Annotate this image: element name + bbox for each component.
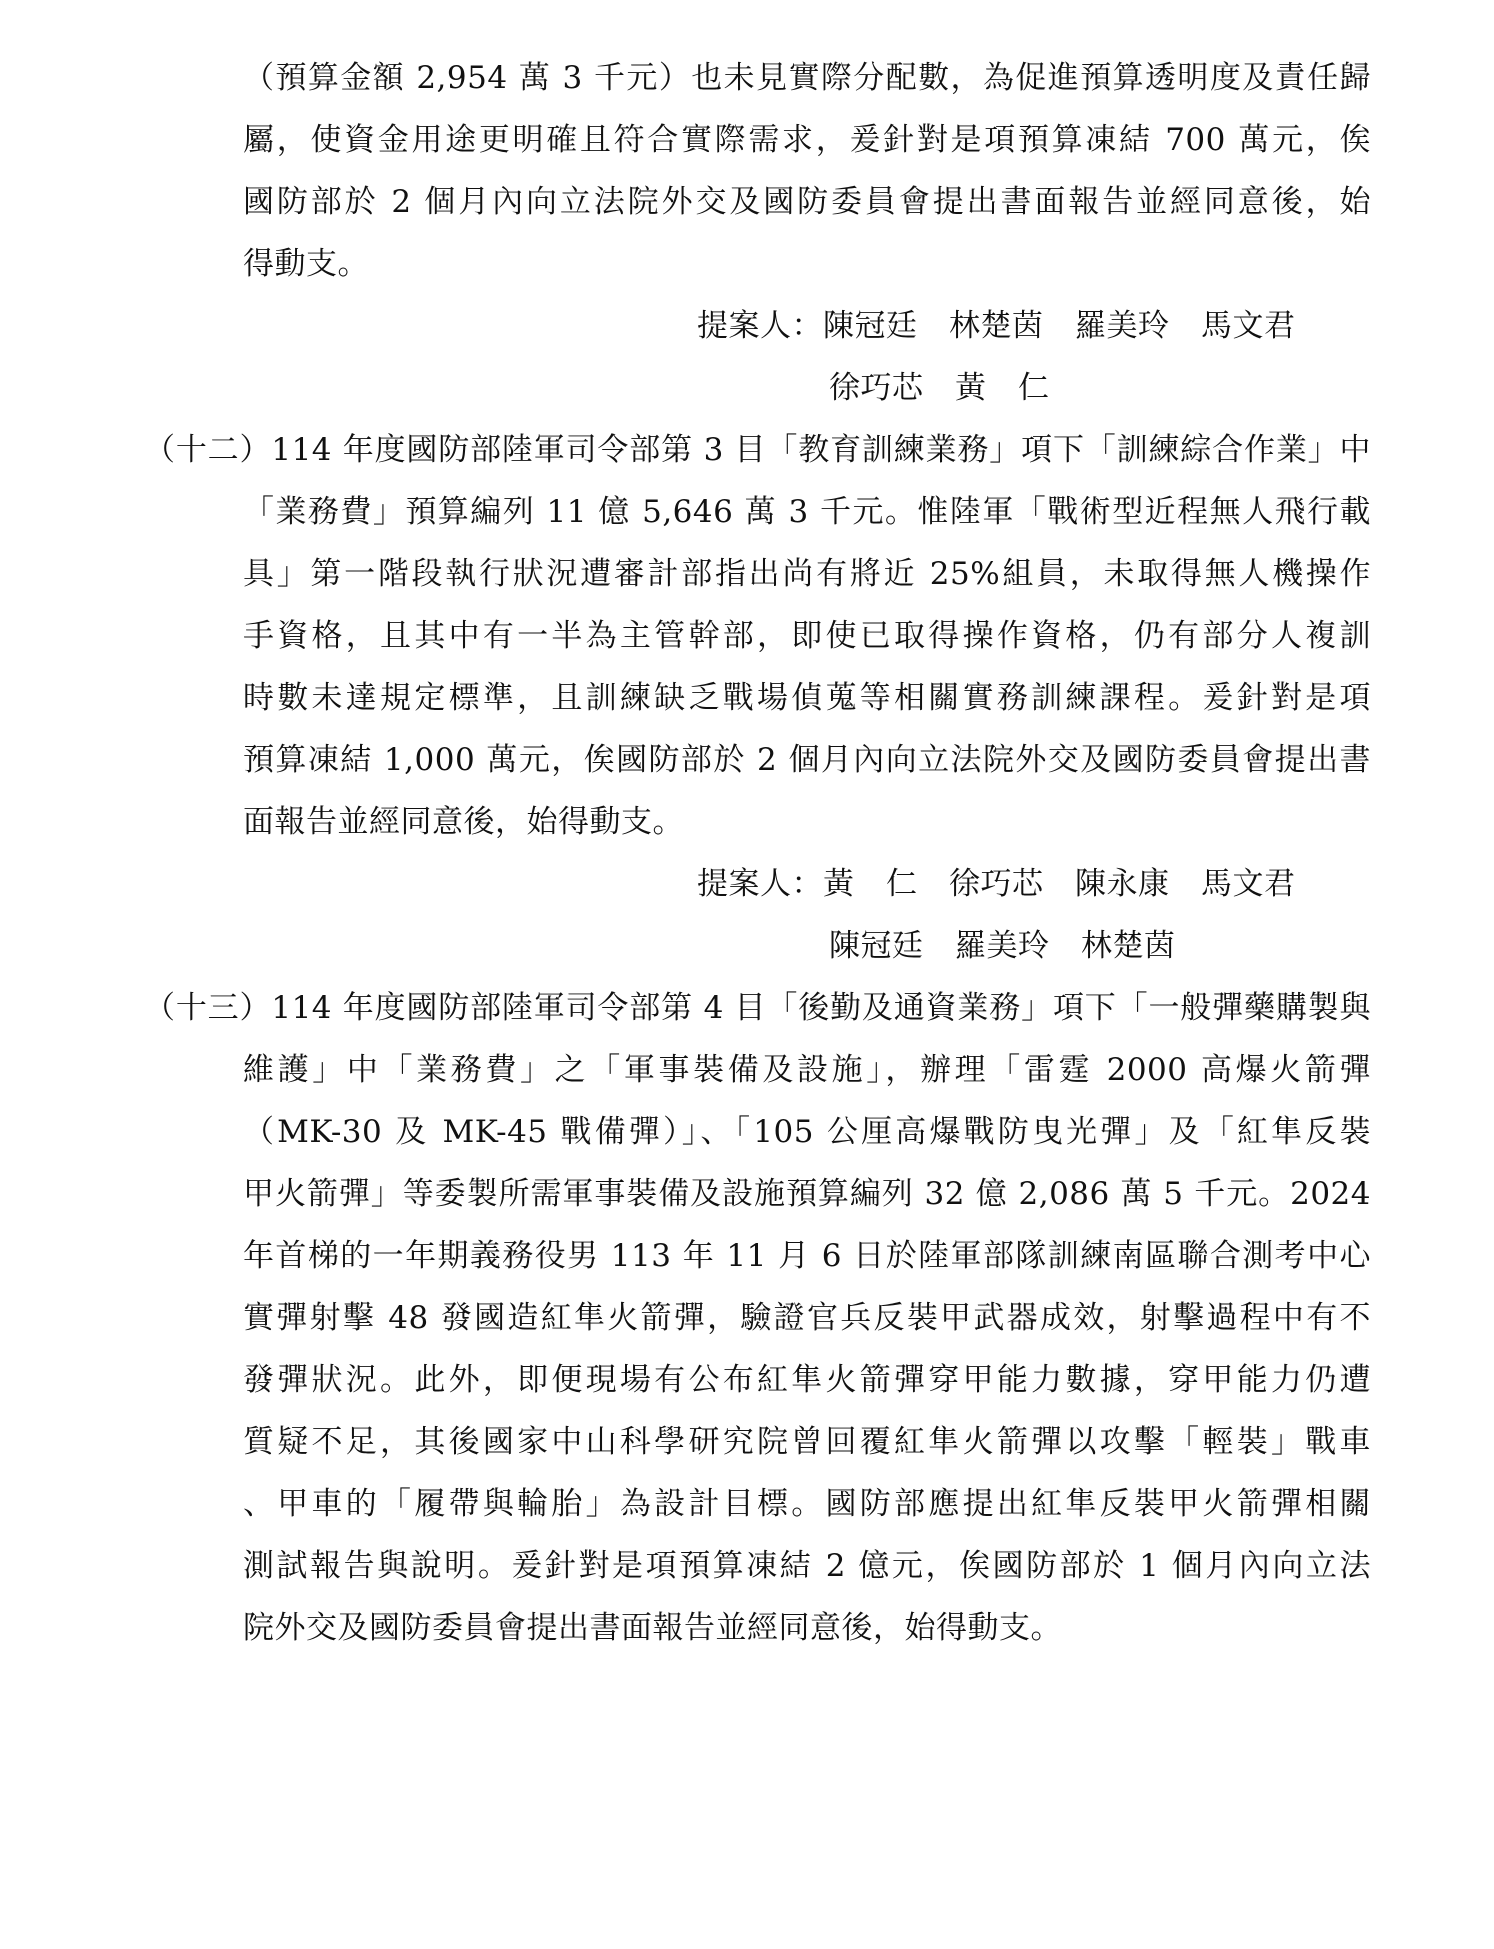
proposer-line: 提案人：黃 仁 徐巧芯 陳永康 馬文君 bbox=[697, 866, 1296, 902]
paragraph-line: 預算凍結 1,000 萬元，俟國防部於 2 個月內向立法院外交及國防委員會提出書 bbox=[243, 742, 1371, 778]
proposer-line: 徐巧芯 黃 仁 bbox=[829, 370, 1050, 406]
paragraph-line: 手資格，且其中有一半為主管幹部，即使已取得操作資格，仍有部分人複訓 bbox=[243, 618, 1371, 654]
paragraph-line: 維護」中「業務費」之「軍事裝備及設施」，辦理「雷霆 2000 高爆火箭彈 bbox=[243, 1052, 1371, 1088]
paragraph-line: 面報告並經同意後，始得動支。 bbox=[243, 804, 684, 840]
paragraph-line: 國防部於 2 個月內向立法院外交及國防委員會提出書面報告並經同意後，始 bbox=[243, 184, 1371, 220]
paragraph-line: 發彈狀況。此外，即便現場有公布紅隼火箭彈穿甲能力數據，穿甲能力仍遭 bbox=[243, 1362, 1371, 1398]
item-heading-line: （十三）114 年度國防部陸軍司令部第 4 目「後勤及通資業務」項下「一般彈藥購製與 bbox=[144, 990, 1371, 1026]
proposer-line: 陳冠廷 羅美玲 林楚茵 bbox=[829, 928, 1176, 964]
paragraph-line: 實彈射擊 48 發國造紅隼火箭彈，驗證官兵反裝甲武器成效，射擊過程中有不 bbox=[243, 1300, 1371, 1336]
paragraph-line: （預算金額 2,954 萬 3 千元）也未見實際分配數，為促進預算透明度及責任歸 bbox=[243, 60, 1371, 96]
paragraph-line: （MK-30 及 MK-45 戰備彈）」、「105 公厘高爆戰防曳光彈」及「紅隼反裝 bbox=[243, 1114, 1371, 1150]
paragraph-line: 測試報告與說明。爰針對是項預算凍結 2 億元，俟國防部於 1 個月內向立法 bbox=[243, 1548, 1371, 1584]
paragraph-line: 時數未達規定標準，且訓練缺乏戰場偵蒐等相關實務訓練課程。爰針對是項 bbox=[243, 680, 1371, 716]
paragraph-line: 質疑不足，其後國家中山科學研究院曾回覆紅隼火箭彈以攻擊「輕裝」戰車 bbox=[243, 1424, 1371, 1460]
paragraph-line: 具」第一階段執行狀況遭審計部指出尚有將近 25%組員，未取得無人機操作 bbox=[243, 556, 1371, 592]
paragraph-line: 甲火箭彈」等委製所需軍事裝備及設施預算編列 32 億 2,086 萬 5 千元。2024 bbox=[243, 1176, 1371, 1212]
paragraph-line: 年首梯的一年期義務役男 113 年 11 月 6 日於陸軍部隊訓練南區聯合測考中心 bbox=[243, 1238, 1371, 1274]
proposer-line: 提案人：陳冠廷 林楚茵 羅美玲 馬文君 bbox=[697, 308, 1296, 344]
paragraph-line: 得動支。 bbox=[243, 246, 369, 282]
item-heading-line: （十二）114 年度國防部陸軍司令部第 3 目「教育訓練業務」項下「訓練綜合作業」中 bbox=[144, 432, 1371, 468]
paragraph-line: 屬，使資金用途更明確且符合實際需求，爰針對是項預算凍結 700 萬元，俟 bbox=[243, 122, 1371, 158]
paragraph-line: 「業務費」預算編列 11 億 5,646 萬 3 千元。惟陸軍「戰術型近程無人飛行載 bbox=[243, 494, 1371, 530]
paragraph-line: 院外交及國防委員會提出書面報告並經同意後，始得動支。 bbox=[243, 1610, 1062, 1646]
paragraph-line: 、甲車的「履帶與輪胎」為設計目標。國防部應提出紅隼反裝甲火箭彈相關 bbox=[243, 1486, 1371, 1522]
